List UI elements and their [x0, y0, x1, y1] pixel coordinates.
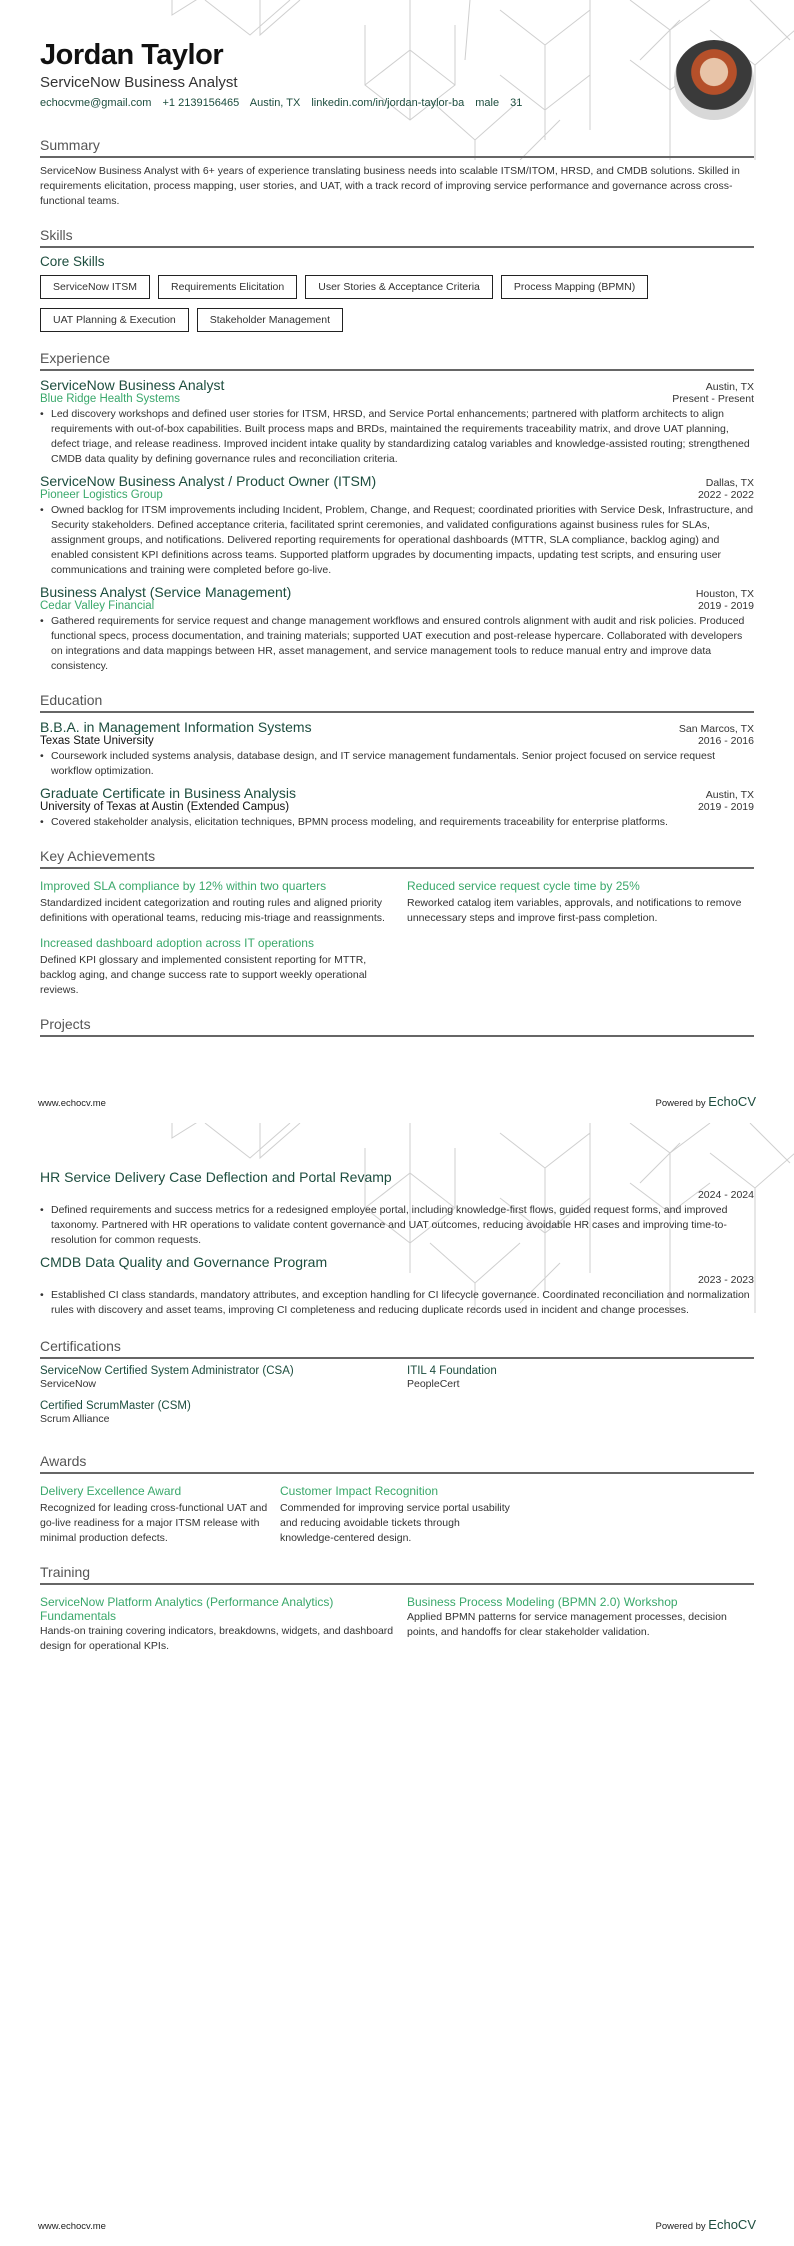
project-title: CMDB Data Quality and Governance Program [40, 1254, 328, 1270]
phone: +1 2139156465 [162, 97, 240, 109]
training-title: Business Process Modeling (BPMN 2.0) Workshop [407, 1595, 678, 1609]
job-bullet: • Gathered requirements for service request and change management workflows and ensured controls alignment with audit and risk policies. Produced functional specs, process documentation, and training materials; supported UAT execution and post-release hypercare. Collaborated with developers on integrations and data mappings between HR, asset management, and service management tools to reduce manual entry and improve data consistency. [40, 614, 754, 674]
education-entry [40, 785, 754, 830]
job-bullet: • Led discovery workshops and defined user stories for ITSM, HRSD, and Service Portal enhancements; partnered with platform architects to align requirements with out-of-box capabilities. Built process maps and BRDs, maintained the requirements traceability matrix, and drove UAT planning, defect triage, and release readiness. Improved incident intake quality by standardizing catalog variables and knowledge-assisted routing; strengthened CMDB data quality by defining governance rules and reconciliation criteria. [40, 407, 754, 467]
achievement-title: Improved SLA compliance by 12% within two quarters [40, 879, 327, 893]
achievements-section [40, 848, 754, 998]
school-location: Austin, TX [705, 789, 754, 801]
project-bullet: • Established CI class standards, mandatory attributes, and exception handling for CI lifecycle governance. Coordinated reconciliation and normalization rules with discovery and asset teams, improving CI completeness and reducing duplicate records used in incident and change processes. [40, 1288, 754, 1318]
project-dates: 2024 - 2024 [697, 1189, 754, 1201]
certification-name: Certified ScrumMaster (CSM) [40, 1400, 191, 1412]
section-heading: Certifications [40, 1338, 754, 1359]
training-section [40, 1564, 754, 1654]
skills-group-title: Core Skills [40, 254, 105, 269]
experience-entry [40, 377, 754, 467]
job-bullet: • Owned backlog for ITSM improvements including Incident, Problem, Change, and Request; coordinated priorities with Service Desk, Infrastructure, and Security stakeholders. Defined acceptance criteria, facilitated sprint ceremonies, and validated configurations against business rules for SLAs, assignment groups, and notifications. Delivered reporting requirements for operational dashboards (MTTR, SLA compliance, backlog aging) and enabled consistent KPI definitions across teams. Supported platform upgrades by documenting impacts, updating test scripts, and ensuring user communications and training were completed before go-live. [40, 503, 754, 578]
training-item [40, 1591, 399, 1654]
achievement-item [40, 875, 399, 926]
section-heading: Key Achievements [40, 848, 754, 869]
award-text: Recognized for leading cross-functional UAT and go-live readiness for a major ITSM release with minimal production defects. [40, 1502, 268, 1544]
project-entry [40, 1254, 754, 1318]
echocv-logo: EchoCV [708, 2217, 756, 2232]
gender: male [475, 97, 500, 109]
section-heading: Awards [40, 1453, 754, 1474]
skills-section [40, 227, 754, 332]
summary-text: ServiceNow Business Analyst with 6+ years of experience translating business needs into scalable ITSM/ITOM, HRSD, and CMDB solutions. Skilled in requirements elicitation, process mapping, user stories, and UAT, with a track record of improving service performance and governance across cross-functional teams. [40, 165, 740, 207]
summary-section [40, 137, 754, 209]
award-text: Commended for improving service portal usability and reducing avoidable tickets through knowledge-centered design. [280, 1502, 510, 1544]
education-entry [40, 719, 754, 779]
education-bullet: • Coursework included systems analysis, database design, and IT service management fundamentals. Senior project focused on service request workflow optimization. [40, 749, 754, 779]
project-entry [40, 1169, 754, 1248]
school-name: University of Texas at Austin (Extended Campus) [40, 801, 290, 813]
section-heading: Projects [40, 1016, 754, 1037]
job-location: Houston, TX [695, 588, 754, 600]
training-item [407, 1591, 754, 1654]
achievement-text: Standardized incident categorization and routing rules and aligned priority definitions with operational teams, reducing mis-triage and reassignments. [40, 897, 385, 924]
footer-powered-by: Powered by EchoCV [655, 1094, 756, 1109]
education-bullet: • Covered stakeholder analysis, elicitation techniques, BPMN process modeling, and requirements traceability for enterprise platforms. [40, 815, 754, 830]
footer-powered-by: Powered by EchoCV [655, 2217, 756, 2232]
age: 31 [510, 97, 523, 109]
certification-item [407, 1365, 754, 1392]
achievement-item [407, 875, 754, 926]
candidate-title: ServiceNow Business Analyst [40, 74, 238, 91]
job-location: Austin, TX [705, 381, 754, 393]
footer-site-link[interactable]: www.echocv.me [38, 2221, 106, 2232]
certification-name: ServiceNow Certified System Administrator (CSA) [40, 1365, 294, 1377]
certifications-section [40, 1338, 754, 1435]
degree-name: B.B.A. in Management Information Systems [40, 719, 312, 735]
section-heading: Education [40, 692, 754, 713]
job-title: Business Analyst (Service Management) [40, 584, 292, 600]
school-name: Texas State University [40, 735, 154, 747]
experience-entry [40, 473, 754, 578]
profile-photo [674, 40, 754, 120]
job-title: ServiceNow Business Analyst [40, 377, 225, 393]
training-title: ServiceNow Platform Analytics (Performance Analytics) Fundamentals [40, 1595, 334, 1623]
candidate-name: Jordan Taylor [40, 39, 224, 71]
project-dates: 2023 - 2023 [697, 1274, 754, 1286]
award-title: Customer Impact Recognition [280, 1484, 439, 1498]
location: Austin, TX [249, 97, 301, 109]
company-name: Blue Ridge Health Systems [40, 393, 180, 405]
project-bullet: • Defined requirements and success metrics for a redesigned employee portal, including knowledge-first flows, guided request forms, and improved taxonomy. Partnered with HR operations to validate content governance and UAT outcomes, reducing avoidable HR cases and improving time-to-resolution for common requests. [40, 1203, 754, 1248]
certification-item [40, 1365, 399, 1392]
page-footer [38, 1094, 756, 1109]
skill-chip: Process Mapping (BPMN) [501, 275, 648, 299]
education-dates: 2016 - 2016 [697, 735, 754, 747]
section-heading: Summary [40, 137, 754, 158]
company-name: Pioneer Logistics Group [40, 489, 163, 501]
experience-entry [40, 584, 754, 674]
footer-site-link[interactable]: www.echocv.me [38, 1098, 106, 1109]
certification-name: ITIL 4 Foundation [407, 1365, 497, 1377]
award-item [40, 1480, 270, 1546]
linkedin-link[interactable]: linkedin.com/in/jordan-taylor-ba [311, 97, 465, 109]
education-dates: 2019 - 2019 [697, 801, 754, 813]
education-section [40, 692, 754, 830]
skill-chip: ServiceNow ITSM [40, 275, 150, 299]
job-dates: 2019 - 2019 [697, 600, 754, 612]
email[interactable]: echocvme@gmail.com [40, 97, 152, 109]
awards-section [40, 1453, 754, 1546]
section-heading: Skills [40, 227, 754, 248]
resume-page-2 [0, 1123, 794, 2246]
skill-chip: UAT Planning & Execution [40, 308, 189, 332]
achievement-title: Reduced service request cycle time by 25% [407, 879, 640, 893]
company-name: Cedar Valley Financial [40, 600, 155, 612]
achievement-text: Defined KPI glossary and implemented consistent reporting for MTTR, backlog aging, and change success rate to support weekly operational reviews. [40, 954, 367, 996]
page-footer [38, 2217, 756, 2232]
skill-chip: Stakeholder Management [197, 308, 343, 332]
degree-name: Graduate Certificate in Business Analysis [40, 785, 297, 801]
certification-issuer: Scrum Alliance [40, 1413, 110, 1425]
achievement-item [40, 932, 399, 998]
skill-chip: Requirements Elicitation [158, 275, 297, 299]
training-text: Applied BPMN patterns for service management processes, decision points, and handoffs for clear stakeholder validation. [407, 1611, 727, 1638]
job-location: Dallas, TX [705, 477, 754, 489]
skills-list [40, 275, 754, 332]
award-item [280, 1480, 510, 1546]
projects-section [40, 1016, 754, 1037]
skill-chip: User Stories & Acceptance Criteria [305, 275, 493, 299]
certification-item [40, 1400, 399, 1427]
achievement-text: Reworked catalog item variables, approvals, and notifications to remove unnecessary steps and improve first-pass completion. [407, 897, 742, 924]
training-text: Hands-on training covering indicators, breakdowns, widgets, and dashboard design for operational KPIs. [40, 1625, 394, 1652]
certification-issuer: ServiceNow [40, 1378, 97, 1390]
echocv-logo: EchoCV [708, 1094, 756, 1109]
project-title: HR Service Delivery Case Deflection and Portal Revamp [40, 1169, 392, 1185]
job-dates: 2022 - 2022 [697, 489, 754, 501]
section-heading: Training [40, 1564, 754, 1585]
job-title: ServiceNow Business Analyst / Product Owner (ITSM) [40, 473, 377, 489]
award-title: Delivery Excellence Award [40, 1484, 182, 1498]
section-heading: Experience [40, 350, 754, 371]
school-location: San Marcos, TX [678, 723, 754, 735]
certification-issuer: PeopleCert [407, 1378, 460, 1390]
job-dates: Present - Present [672, 393, 754, 405]
contact-info [40, 97, 754, 109]
achievement-title: Increased dashboard adoption across IT operations [40, 936, 314, 950]
experience-section [40, 350, 754, 674]
